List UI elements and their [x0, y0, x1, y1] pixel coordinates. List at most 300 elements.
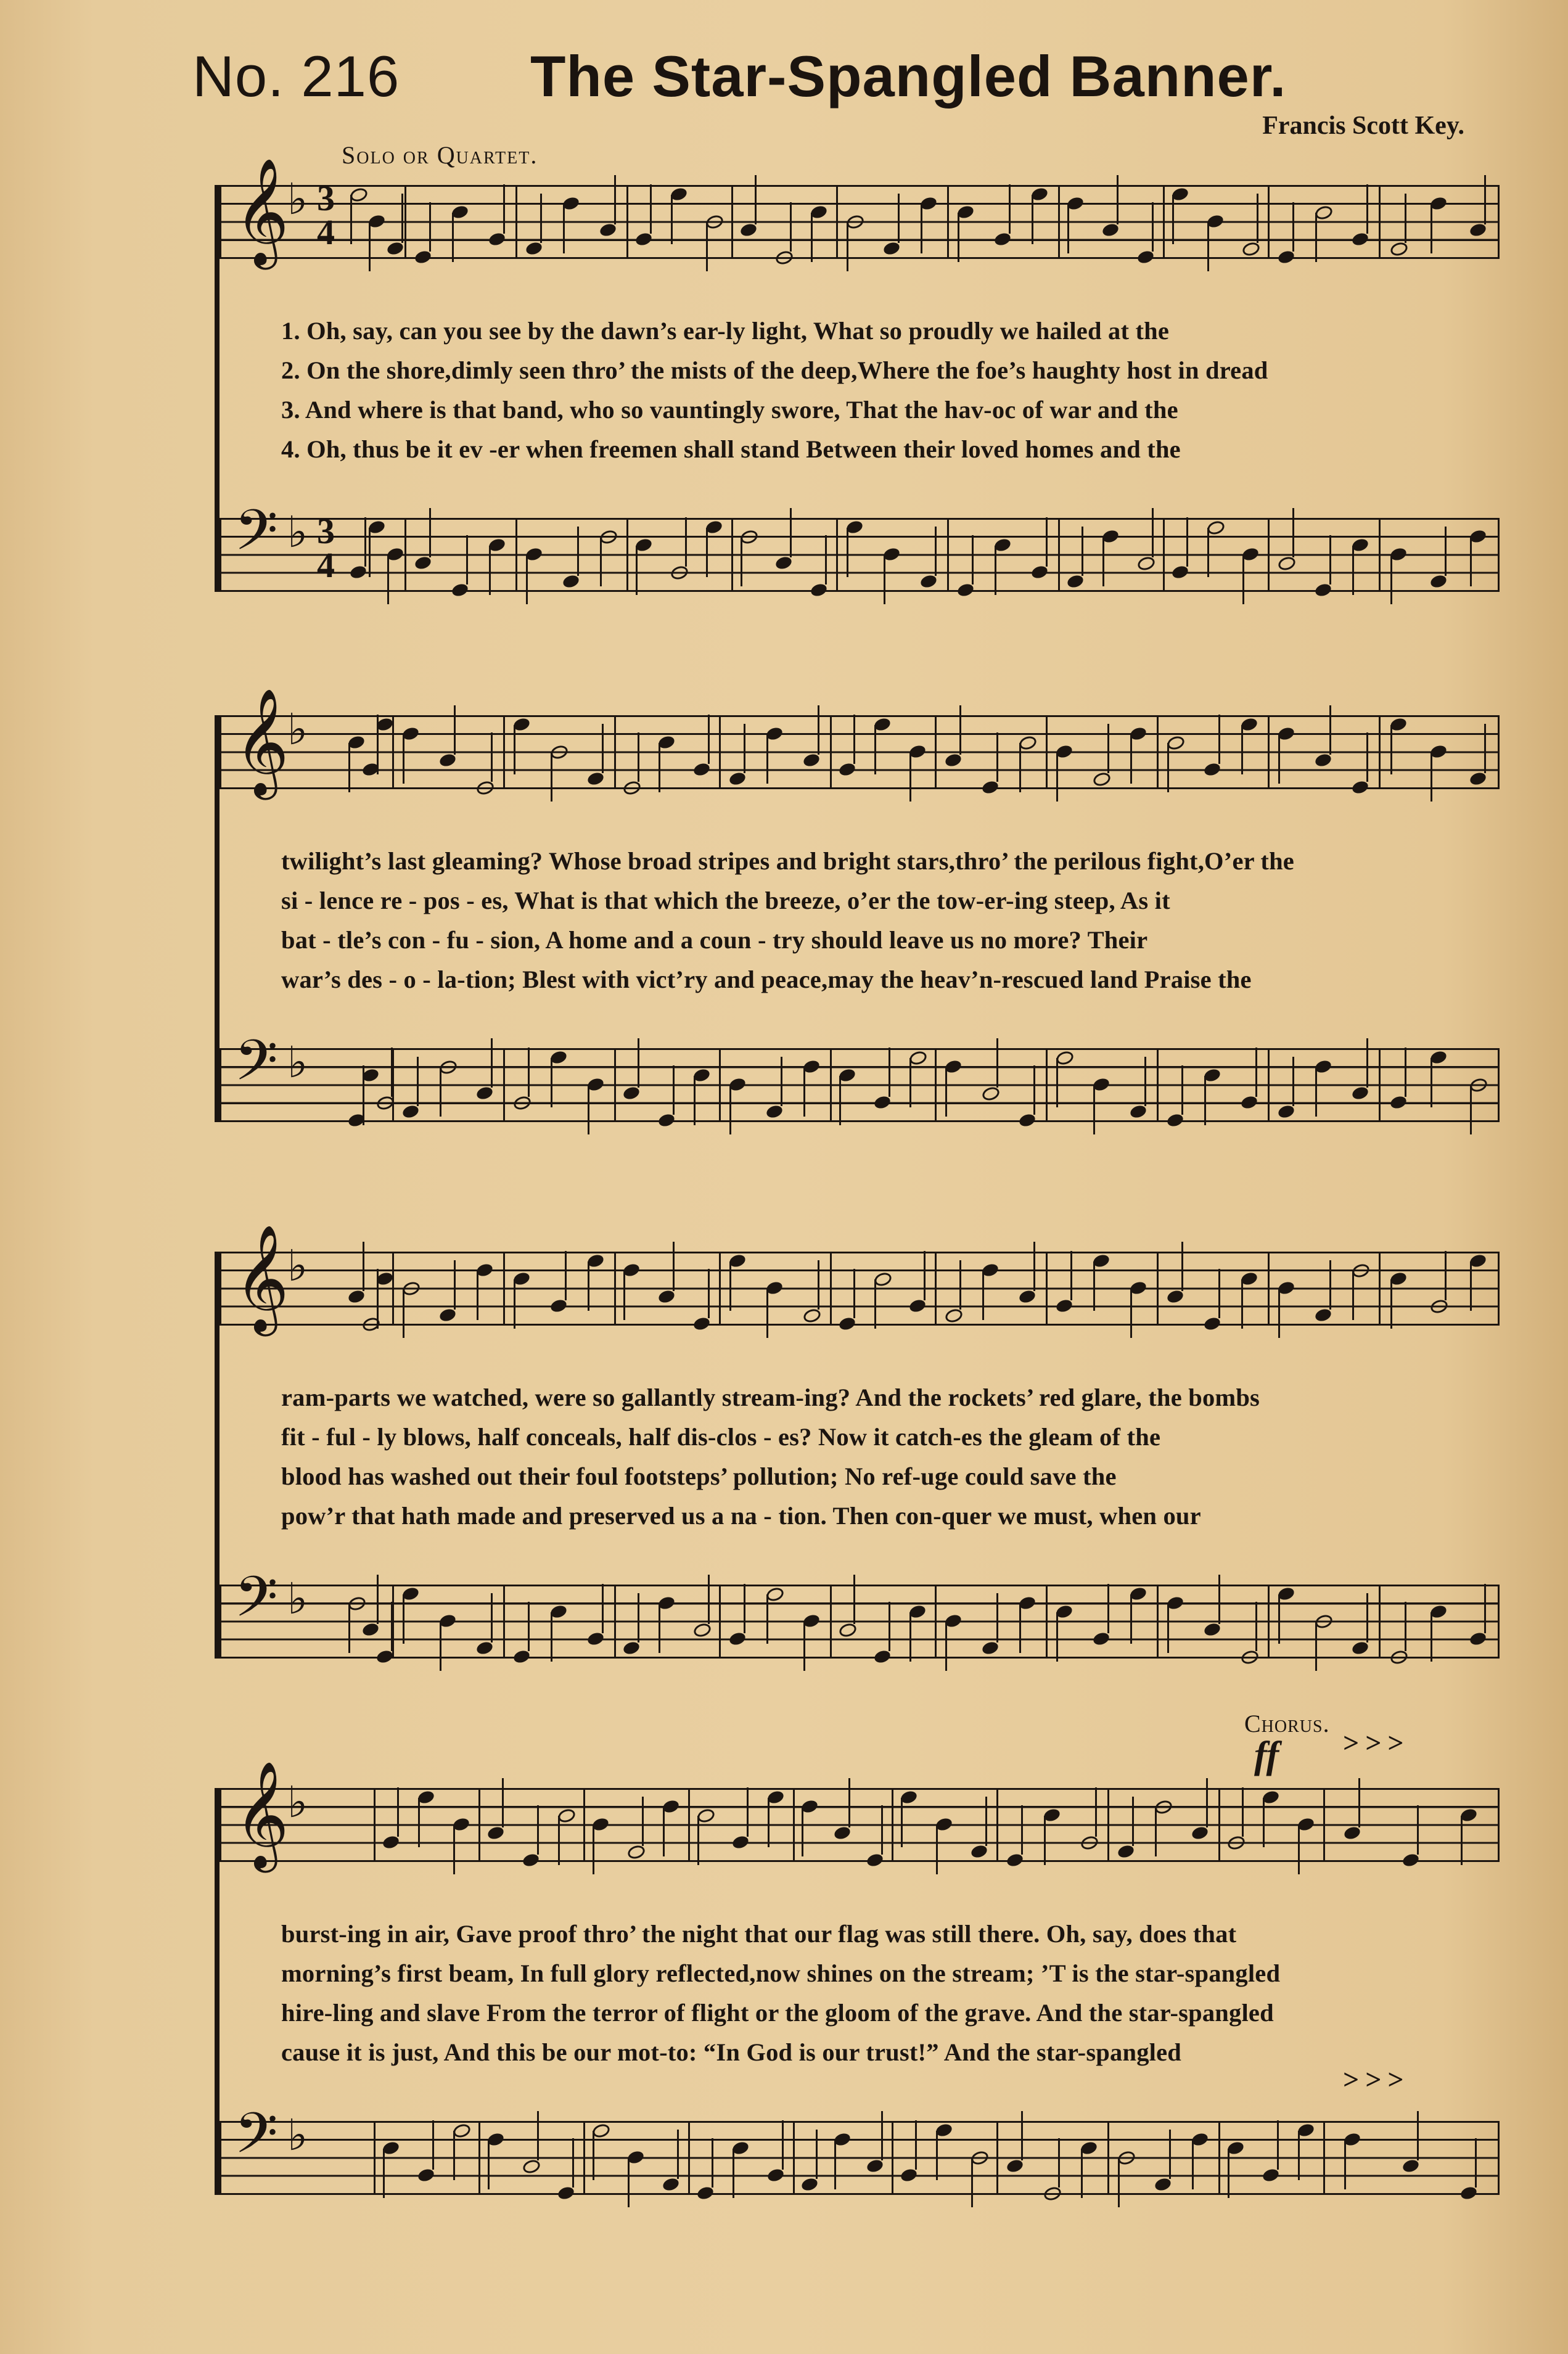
note-stem: [1021, 1805, 1023, 1855]
key-signature-icon: ♭: [287, 174, 308, 224]
note-stem: [881, 1805, 883, 1855]
note-stem: [744, 724, 745, 773]
note-stem: [982, 1271, 984, 1320]
note-stem: [848, 1778, 850, 1827]
lyric-line: cause it is just, And this be our mot-to: “In God is our trust!” And the star-spangled: [281, 2038, 1181, 2066]
note-stem: [348, 1604, 350, 1653]
note-stem: [733, 2149, 734, 2198]
note-stem: [1329, 1260, 1331, 1310]
note-stem: [369, 222, 371, 271]
note-head: [1136, 555, 1156, 572]
note-stem: [403, 1594, 404, 1644]
note-stem: [881, 2111, 883, 2160]
note-stem: [526, 555, 528, 604]
note-stem: [1242, 1787, 1244, 1837]
lyric-line: hire-ling and slave From the terror of flight or the gloom of the grave. And the star-spangled: [281, 1999, 1274, 2027]
key-signature-icon: ♭: [287, 507, 308, 557]
note-stem: [572, 2138, 574, 2188]
note-stem: [996, 1593, 998, 1642]
note-stem: [1206, 1778, 1208, 1827]
note-stem: [363, 1242, 364, 1291]
note-stem: [790, 202, 792, 252]
note-stem: [1390, 555, 1392, 604]
note-stem: [936, 1825, 938, 1874]
note-stem: [642, 1797, 644, 1846]
note-stem: [853, 1269, 855, 1318]
note-stem: [403, 734, 404, 784]
note-stem: [440, 1067, 441, 1117]
note-stem: [1009, 184, 1011, 234]
note-stem: [377, 1279, 379, 1329]
bass-staff: [220, 1564, 1500, 1659]
note-stem: [600, 537, 602, 586]
note-stem: [1242, 555, 1244, 604]
note-stem: [1484, 1584, 1486, 1633]
lyric-line: bat - tle’s con - fu - sion, A home and a coun - try should leave us no more? Their: [281, 926, 1148, 954]
lyric-line: si - lence re - pos - es, What is that which the breeze, o’er the tow-er-ing steep, As it: [281, 887, 1170, 914]
accent-marks-lower: >>>: [1343, 2064, 1410, 2095]
note-stem: [697, 1816, 699, 1865]
note-head: [512, 1094, 532, 1112]
note-stem: [889, 1048, 890, 1097]
note-stem: [1255, 1048, 1257, 1097]
note-stem: [818, 1260, 819, 1310]
note-head: [943, 1306, 964, 1324]
note-stem: [1207, 222, 1209, 271]
treble-clef-icon: 𝄞: [234, 158, 289, 265]
note-stem: [1218, 715, 1220, 764]
lyric-line: 2. On the shore,dimly seen thro’ the mists of the deep,Where the foe’s haughty host in dread: [281, 356, 1268, 384]
note-stem: [418, 1798, 420, 1847]
note-stem: [781, 1057, 782, 1106]
note-head: [1241, 240, 1261, 257]
note-stem: [1181, 1065, 1183, 1115]
note-stem: [1167, 1604, 1169, 1653]
note-stem: [1430, 204, 1432, 253]
note-stem: [1430, 752, 1432, 802]
note-stem: [1021, 2111, 1023, 2160]
lyric-line: 1. Oh, say, can you see by the dawn’s ear-ly light, What so proudly we hailed at the: [281, 317, 1170, 345]
note-stem: [1292, 1057, 1294, 1106]
note-stem: [1095, 1787, 1097, 1837]
note-stem: [663, 1807, 665, 1856]
note-stem: [1204, 1076, 1206, 1125]
note-stem: [528, 1602, 530, 1651]
note-stem: [834, 2140, 836, 2189]
accent-marks: >>>: [1343, 1727, 1410, 1758]
note-stem: [909, 1612, 911, 1662]
note-head: [838, 1622, 858, 1639]
note-stem: [901, 1798, 903, 1847]
note-stem: [1278, 734, 1280, 784]
note-stem: [588, 1261, 589, 1311]
note-stem: [1298, 2131, 1300, 2180]
note-stem: [391, 1048, 393, 1097]
note-stem: [744, 1584, 745, 1633]
lyrics-block: [281, 1914, 1496, 2072]
note-head: [1079, 1834, 1099, 1852]
note-stem: [909, 1058, 911, 1107]
note-stem: [1181, 1242, 1183, 1291]
note-stem: [747, 1787, 749, 1837]
note-stem: [803, 1067, 805, 1117]
note-stem: [1366, 1038, 1368, 1088]
note-head: [802, 1306, 822, 1324]
note-stem: [1019, 743, 1021, 792]
note-stem: [1344, 2140, 1346, 2189]
note-stem: [593, 1825, 594, 1874]
note-stem: [766, 1594, 768, 1644]
note-stem: [491, 1038, 493, 1088]
note-stem: [996, 1038, 998, 1088]
note-stem: [1033, 1242, 1035, 1291]
note-stem: [889, 1602, 890, 1651]
note-stem: [1167, 743, 1169, 792]
note-stem: [1144, 1057, 1146, 1106]
note-stem: [429, 202, 431, 252]
note-stem: [766, 734, 768, 784]
note-stem: [638, 1038, 639, 1088]
note-stem: [454, 1260, 456, 1310]
note-stem: [708, 1575, 710, 1624]
note-head: [626, 1843, 646, 1860]
note-stem: [1046, 517, 1048, 567]
note-stem: [588, 1085, 589, 1134]
note-stem: [729, 1261, 731, 1311]
note-stem: [1093, 1261, 1095, 1311]
note-stem: [397, 1787, 399, 1837]
note-stem: [818, 705, 819, 755]
note-stem: [1292, 508, 1294, 557]
note-stem: [790, 508, 792, 557]
note-stem: [1352, 546, 1354, 595]
note-head: [692, 1622, 712, 1639]
lyric-line: fit - ful - ly blows, half conceals, half dis-clos - es? Now it catch-es the gleam of the: [281, 1423, 1161, 1451]
note-stem: [1255, 1602, 1257, 1651]
key-signature-icon: ♭: [287, 1573, 308, 1624]
note-stem: [1241, 1279, 1243, 1329]
lyric-line: morning’s first beam, In full glory reflected,now shines on the stream; ’T is the star-spangled: [281, 1959, 1281, 1987]
note-stem: [1169, 2130, 1171, 2179]
note-stem: [1366, 184, 1368, 234]
note-head: [1276, 555, 1297, 572]
note-stem: [350, 195, 352, 244]
note-stem: [453, 1825, 455, 1874]
note-stem: [1263, 1798, 1265, 1847]
lyric-line: 4. Oh, thus be it ev -er when freemen shall stand Between their loved homes and the: [281, 435, 1181, 463]
note-stem: [673, 1065, 675, 1115]
note-stem: [1358, 1778, 1360, 1827]
note-stem: [1130, 1594, 1132, 1644]
bass-clef-icon: 𝄢: [234, 1028, 278, 1107]
note-stem: [1329, 535, 1331, 584]
note-stem: [741, 537, 742, 586]
note-stem: [1366, 1593, 1368, 1642]
note-stem: [1390, 1279, 1392, 1329]
note-stem: [729, 1085, 731, 1134]
note-stem: [364, 517, 366, 567]
note-stem: [1117, 175, 1119, 224]
lyrics-block: [281, 1378, 1496, 1536]
time-signature-icon: 3 4: [317, 511, 335, 586]
note-stem: [1470, 1085, 1472, 1134]
note-stem: [755, 175, 757, 224]
note-stem: [847, 222, 848, 271]
note-stem: [1292, 202, 1294, 252]
lyric-line: burst-ing in air, Gave proof thro’ the night that our flag was still there. Oh, say, does that: [281, 1920, 1237, 1948]
note-stem: [1405, 194, 1406, 243]
lyric-line: ram-parts we watched, were so gallantly stream-ing? And the rockets’ red glare, the bombs: [281, 1384, 1260, 1411]
note-stem: [488, 2140, 490, 2189]
note-stem: [874, 1279, 876, 1329]
treble-clef-icon: 𝄞: [234, 688, 289, 795]
note-head: [1091, 770, 1112, 787]
note-stem: [453, 2131, 455, 2180]
note-stem: [712, 2138, 713, 2188]
note-stem: [514, 1279, 515, 1329]
note-stem: [1390, 725, 1392, 774]
note-stem: [638, 732, 639, 782]
note-stem: [551, 752, 552, 802]
note-stem: [1315, 213, 1317, 262]
note-stem: [577, 527, 579, 576]
treble-staff: [220, 688, 1500, 795]
performance-marking: Solo or Quartet.: [342, 141, 538, 169]
dynamic-marking: ff: [1254, 1734, 1279, 1776]
note-stem: [766, 1289, 768, 1338]
note-stem: [694, 1076, 696, 1125]
note-stem: [503, 184, 505, 234]
note-head: [1429, 1298, 1449, 1315]
note-stem: [671, 195, 673, 244]
note-stem: [995, 546, 996, 595]
note-stem: [477, 1271, 478, 1320]
note-stem: [1186, 517, 1188, 567]
note-stem: [768, 1798, 770, 1847]
lyric-line: 3. And where is that band, who so vauntingly swore, That the hav-oc of war and the: [281, 396, 1178, 424]
note-head: [1239, 1649, 1260, 1666]
note-head: [980, 1085, 1001, 1102]
note-stem: [853, 715, 855, 764]
note-stem: [959, 705, 961, 755]
note-stem: [1278, 1289, 1280, 1338]
note-stem: [528, 1048, 530, 1097]
treble-staff: [220, 158, 1500, 265]
treble-clef-icon: 𝄞: [234, 1224, 289, 1332]
note-stem: [1107, 1584, 1109, 1633]
note-stem: [452, 213, 454, 262]
note-stem: [935, 527, 937, 576]
note-stem: [466, 535, 468, 584]
note-stem: [1315, 1067, 1317, 1117]
note-stem: [909, 752, 911, 802]
author: Francis Scott Key.: [1262, 112, 1464, 140]
note-stem: [1056, 1058, 1058, 1107]
note-stem: [1405, 1048, 1406, 1097]
note-stem: [1228, 2149, 1229, 2198]
lyric-line: blood has washed out their foul footsteps’ pollution; No ref-uge could save the: [281, 1462, 1117, 1490]
note-stem: [602, 1584, 604, 1633]
note-stem: [898, 194, 900, 243]
note-stem: [1207, 528, 1209, 577]
note-stem: [1417, 2111, 1419, 2160]
note-stem: [816, 2130, 818, 2179]
note-stem: [1172, 195, 1174, 244]
note-stem: [659, 1604, 660, 1653]
lyric-line: pow’r that hath made and preserved us a na - tion. Then con-quer we must, when our: [281, 1502, 1201, 1530]
note-stem: [1044, 1816, 1046, 1865]
note-stem: [1102, 537, 1104, 586]
note-stem: [1132, 1797, 1134, 1846]
note-stem: [1067, 204, 1069, 253]
note-stem: [1130, 1289, 1132, 1338]
note-stem: [1152, 508, 1154, 557]
note-stem: [1315, 1622, 1317, 1671]
note-head: [1389, 240, 1410, 257]
note-stem: [1484, 724, 1486, 773]
note-stem: [403, 1289, 404, 1338]
note-stem: [558, 1816, 560, 1865]
note-stem: [1218, 1575, 1220, 1624]
note-stem: [1257, 194, 1258, 243]
note-stem: [1352, 1271, 1354, 1320]
bass-clef-icon: 𝄢: [234, 2101, 278, 2180]
note-stem: [945, 1067, 947, 1117]
note-head: [1389, 1649, 1410, 1666]
note-stem: [614, 175, 616, 224]
note-stem: [1461, 1816, 1463, 1865]
note-stem: [551, 1058, 552, 1107]
note-stem: [884, 555, 885, 604]
note-stem: [706, 222, 708, 271]
note-stem: [638, 1593, 639, 1642]
note-stem: [1081, 2149, 1083, 2198]
note-stem: [348, 743, 350, 792]
lyrics-block: [281, 311, 1496, 469]
note-stem: [847, 528, 848, 577]
note-stem: [417, 1057, 419, 1106]
note-stem: [825, 535, 827, 584]
note-stem: [514, 725, 515, 774]
note-stem: [1470, 537, 1472, 586]
lyrics-block: [281, 842, 1496, 999]
note-stem: [369, 528, 371, 577]
note-stem: [1093, 1085, 1095, 1134]
treble-staff: [220, 1224, 1500, 1332]
note-stem: [1298, 1825, 1300, 1874]
bass-staff: [220, 1028, 1500, 1122]
note-stem: [708, 1269, 710, 1318]
note-head: [774, 249, 794, 266]
note-stem: [936, 2131, 938, 2180]
note-stem: [677, 2130, 679, 2179]
treble-staff: [220, 1761, 1500, 1868]
note-stem: [650, 184, 652, 234]
note-head: [1226, 1834, 1247, 1852]
note-stem: [565, 1251, 567, 1300]
treble-clef-icon: 𝄞: [234, 1761, 289, 1868]
note-stem: [915, 2120, 917, 2170]
note-stem: [387, 555, 389, 604]
note-stem: [563, 204, 565, 253]
note-stem: [363, 1076, 364, 1125]
note-head: [622, 779, 642, 797]
note-stem: [673, 1242, 675, 1291]
note-stem: [432, 2120, 434, 2170]
lyric-line: war’s des - o - la-tion; Blest with vict’ry and peace,may the heav’n-rescued land Praise the: [281, 966, 1252, 993]
note-stem: [593, 2131, 594, 2180]
note-stem: [1056, 1612, 1058, 1662]
note-stem: [685, 517, 687, 567]
note-stem: [971, 2158, 973, 2207]
hymn-title: The Star-Spangled Banner.: [530, 44, 1287, 109]
note-stem: [1484, 175, 1486, 224]
note-stem: [491, 1593, 493, 1642]
note-stem: [996, 732, 998, 782]
note-stem: [1155, 1807, 1157, 1856]
note-stem: [985, 1797, 987, 1846]
note-stem: [551, 1612, 552, 1662]
note-stem: [706, 528, 708, 577]
note-stem: [802, 1807, 803, 1856]
note-stem: [945, 1622, 947, 1671]
note-stem: [1417, 1805, 1419, 1855]
note-stem: [401, 194, 403, 243]
note-stem: [782, 2120, 784, 2170]
key-signature-icon: ♭: [287, 704, 308, 755]
note-stem: [1329, 705, 1331, 755]
note-stem: [803, 1622, 805, 1671]
note-stem: [1366, 732, 1368, 782]
note-stem: [1241, 725, 1243, 774]
note-stem: [811, 213, 813, 262]
note-stem: [958, 213, 959, 262]
note-stem: [1445, 1251, 1447, 1300]
bass-clef-icon: 𝄢: [234, 1564, 278, 1643]
note-stem: [1192, 2140, 1194, 2189]
lyric-line: twilight’s last gleaming? Whose broad stripes and bright stars,thro’ the perilous fight,O’er the: [281, 847, 1294, 875]
note-head: [669, 564, 689, 581]
note-stem: [1218, 1269, 1220, 1318]
time-signature-icon: 3 4: [317, 178, 335, 253]
key-signature-icon: ♭: [287, 1777, 308, 1827]
note-stem: [839, 1076, 841, 1125]
note-stem: [959, 1260, 961, 1310]
note-stem: [1277, 2120, 1279, 2170]
note-stem: [636, 546, 638, 595]
note-stem: [391, 1602, 393, 1651]
note-stem: [1070, 1251, 1072, 1300]
note-stem: [440, 1622, 441, 1671]
note-stem: [924, 1251, 926, 1300]
note-stem: [1019, 1604, 1021, 1653]
note-stem: [429, 508, 431, 557]
note-stem: [502, 1778, 504, 1827]
note-stem: [454, 705, 456, 755]
note-stem: [377, 725, 379, 774]
key-signature-icon: ♭: [287, 1037, 308, 1088]
note-stem: [1118, 2158, 1120, 2207]
note-stem: [1470, 1261, 1472, 1311]
note-head: [521, 2158, 541, 2175]
note-stem: [1152, 202, 1154, 252]
bass-staff: [220, 498, 1500, 592]
key-signature-icon: ♭: [287, 2110, 308, 2160]
note-stem: [1032, 195, 1033, 244]
note-stem: [1056, 752, 1058, 802]
note-stem: [1033, 1065, 1035, 1115]
note-stem: [1475, 2138, 1477, 2188]
